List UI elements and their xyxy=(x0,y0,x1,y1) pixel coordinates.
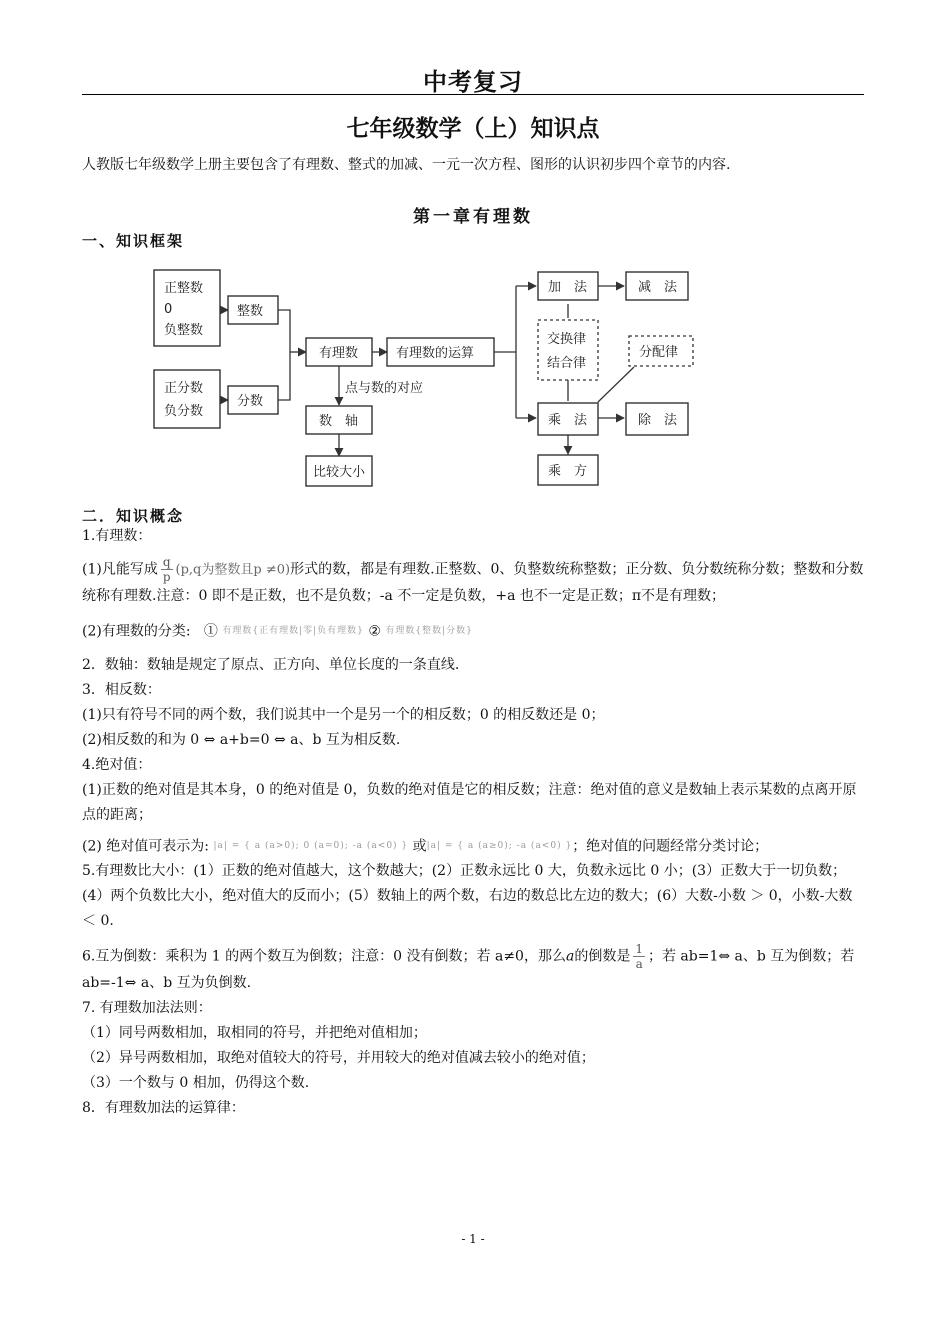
box-fraction-parts xyxy=(154,370,220,428)
concepts-body xyxy=(82,524,866,1121)
classification-scheme-2: 有理数{整数|分数} xyxy=(385,626,473,636)
label-commutative: 交换律 xyxy=(547,332,587,347)
document-title: 七年级数学（上）知识点 xyxy=(346,116,600,142)
concepts-heading: 二．知识概念 xyxy=(82,507,185,525)
concept-addition-rule-2: （2）异号两数相加，取绝对值较大的符号，并用较大的绝对值减去较小的绝对值； xyxy=(82,1050,595,1066)
concept-absolute-title: 4.绝对值： xyxy=(82,756,152,773)
connector-line xyxy=(598,367,634,402)
concept-addition-rule-1: （1）同号两数相加，取相同的符号，并把绝对值相加； xyxy=(82,1025,427,1041)
label-rational-numbers: 有理数 xyxy=(319,346,359,361)
label-associative: 结合律 xyxy=(547,356,587,371)
label-positive-integer: 正整数 xyxy=(164,281,204,296)
framework-heading: 一、知识框架 xyxy=(82,232,185,250)
knowledge-framework-diagram xyxy=(148,250,708,492)
concept-1-paragraph: (1)凡能写成 $\frac{q}{p}$ (p,q为整数且p ≠0)形式的数，都是有理数.正整数、0、负整数统称整数；正分数、负分数统称分数；整数和分数统称有理数.注意：0 即不是正数，也不是负数；-a 不一定是负数，+a 也不一定是正数；π不是有理数； xyxy=(82,555,864,604)
label-subtraction: 减 法 xyxy=(638,280,678,295)
label-power: 乘 方 xyxy=(548,464,588,479)
label-addition: 加 法 xyxy=(548,280,588,295)
box-laws-dashed xyxy=(538,320,598,380)
concept-number-line: 2．数轴：数轴是规定了原点、正方向、单位长度的一条直线. xyxy=(82,656,460,673)
label-number-line: 数 轴 xyxy=(319,414,359,429)
label-point-number-correspondence: 点与数的对应 xyxy=(345,381,424,396)
connector-line xyxy=(278,310,290,400)
label-operations: 有理数的运算 xyxy=(396,346,475,361)
concept-opposite-1: (1)只有符号不同的两个数，我们说其中一个是另一个的相反数；0 的相反数还是 0； xyxy=(82,706,605,723)
label-compare: 比较大小 xyxy=(313,465,366,480)
label-integers: 整数 xyxy=(237,304,264,319)
absolute-value-formula-2: |a| = { a (a≥0); -a (a<0) } xyxy=(426,840,573,851)
label-multiplication: 乘 法 xyxy=(548,413,588,428)
classification-scheme-1: 有理数{正有理数|零|负有理数} xyxy=(222,626,364,636)
concept-addition-rule-3: （3）一个数与 0 相加，仍得这个数. xyxy=(82,1075,310,1091)
label-negative-fraction: 负分数 xyxy=(164,404,204,419)
concept-1-title: 1.有理数： xyxy=(82,528,152,544)
concept-opposite-2: (2)相反数的和为 0 ⇔ a+b=0 ⇔ a、b 互为相反数. xyxy=(82,731,401,748)
label-distributive: 分配律 xyxy=(639,345,679,360)
concept-classification: (2)有理数的分类: ① 有理数{正有理数|零|负有理数} ② 有理数{整数|分数} xyxy=(82,619,866,645)
label-positive-fraction: 正分数 xyxy=(164,381,204,396)
intro-paragraph: 人教版七年级数学上册主要包含了有理数、整式的加减、一元一次方程、图形的认识初步四个章节的内容. xyxy=(82,157,731,173)
fraction-1-over-a: $\frac{1}{a}$ xyxy=(635,942,643,971)
label-fractions: 分数 xyxy=(237,394,264,409)
label-zero: 0 xyxy=(164,302,173,317)
absolute-value-formula-1: |a| = { a (a>0); 0 (a=0); -a (a<0) } xyxy=(213,840,409,851)
concept-addition-laws-title: 8．有理数加法的运算律： xyxy=(82,1100,245,1116)
fraction-q-over-p: $\frac{q}{p}$ xyxy=(162,555,171,584)
concept-compare: 5.有理数比大小：(1）正数的绝对值越大，这个数越大；(2）正数永远比 0 大，负数永远比 0 小；(3）正数大于一切负数；(4）两个负数比大小，绝对值大的反而小；(5）数轴上的两个数，右边的数总比左边的数大；(6）大数-小数 ＞ 0，小数-大数 ＜ 0. xyxy=(82,863,853,929)
concept-opposite-title: 3．相反数： xyxy=(82,681,161,698)
header-title: 中考复习 xyxy=(423,68,523,96)
header-rule xyxy=(82,94,864,95)
label-division: 除 法 xyxy=(638,413,678,428)
label-negative-integer: 负整数 xyxy=(164,323,204,338)
concept-absolute-1: (1)正数的绝对值是其本身，0 的绝对值是 0，负数的绝对值是它的相反数；注意：绝对值的意义是数轴上表示某数的点离开原点的距离； xyxy=(82,781,857,823)
concept-absolute-2: (2) 绝对值可表示为: |a| = { a (a>0); 0 (a=0); -a (a<0) } 或|a| = { a (a≥0); -a (a<0) }；绝对值的问题经常分类讨论； xyxy=(82,834,866,860)
concept-addition-rules-title: 7. 有理数加法法则： xyxy=(82,1000,212,1016)
chapter-title: 第一章有理数 xyxy=(413,207,533,227)
page-number: - 1 - xyxy=(461,1232,485,1246)
concept-reciprocal: 6.互为倒数：乘积为 1 的两个数互为倒数；注意：0 没有倒数；若 a≠0，那么a的倒数是 $\frac{1}{a}$ ；若 ab=1⇔ a、b 互为倒数；若 ab=-1⇔ a、b 互为负倒数. xyxy=(82,942,855,991)
